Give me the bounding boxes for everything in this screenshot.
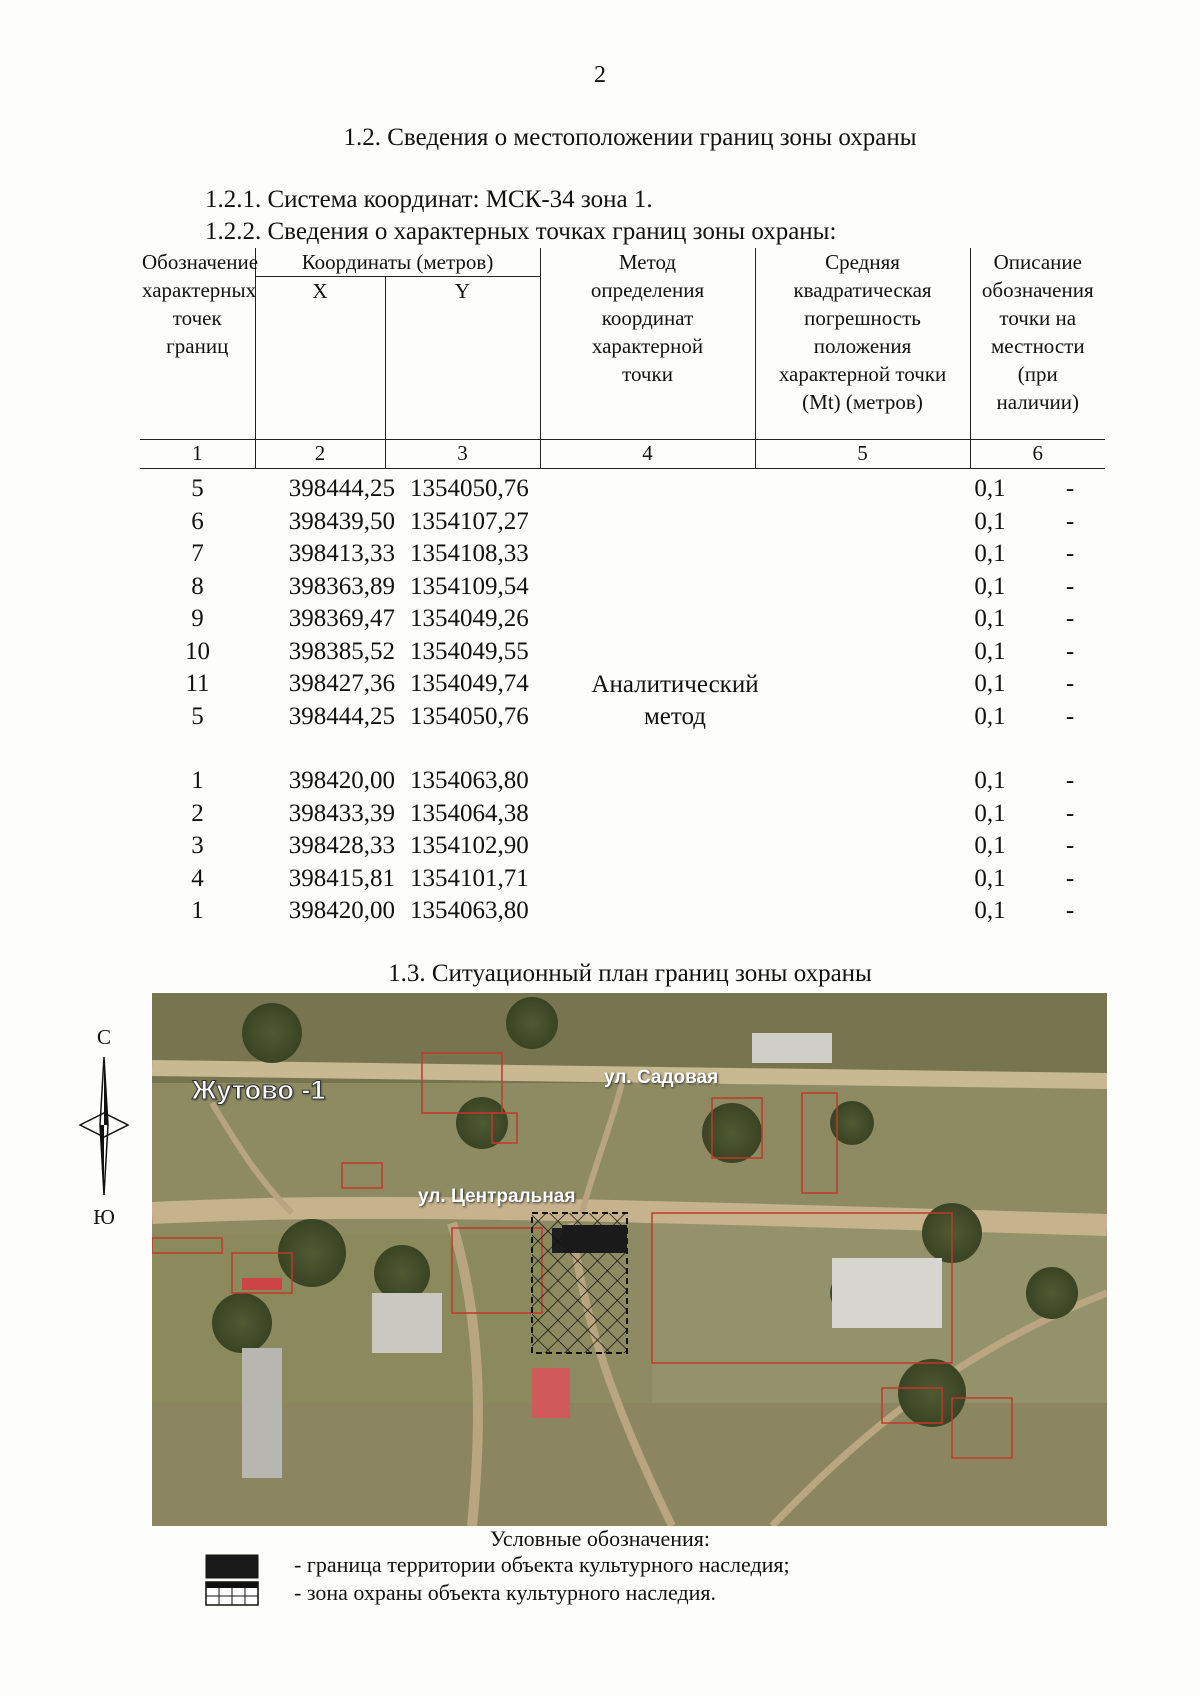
header-coordinates: Координаты (метров) — [255, 248, 540, 277]
description-cell: - — [1065, 605, 1075, 632]
description-cell: - — [1065, 572, 1075, 600]
situational-plan-map — [152, 993, 1107, 1526]
col-number: 2 — [255, 440, 385, 469]
compass-south-label: Ю — [93, 1205, 115, 1229]
x-coordinate-cell: 398420,00 — [288, 897, 395, 924]
village-label: Жутово -1 — [192, 1075, 326, 1105]
description-cell: - — [1065, 475, 1075, 502]
x-coordinate-cell: 398444,25 — [288, 475, 395, 502]
table-row — [140, 798, 1105, 831]
description-cell: - — [1065, 864, 1075, 892]
table-row — [140, 863, 1105, 896]
header-point-designation: Обозначение характерных точек границ — [142, 250, 259, 358]
x-coordinate-cell: 398385,52 — [288, 637, 395, 665]
header-x: X — [255, 277, 385, 440]
point-number-cell: 7 — [191, 540, 204, 567]
col-number: 1 — [140, 440, 255, 469]
error-cell: 0,1 — [974, 864, 1006, 892]
point-number-cell: 2 — [191, 799, 204, 827]
error-cell: 0,1 — [974, 507, 1006, 535]
description-cell: - — [1065, 670, 1075, 697]
page-number: 2 — [594, 62, 606, 88]
col-number: 6 — [970, 440, 1105, 469]
table-row — [140, 636, 1105, 669]
table-row — [140, 765, 1105, 798]
table-row — [140, 538, 1105, 571]
error-cell: 0,1 — [974, 832, 1006, 859]
error-cell: 0,1 — [974, 572, 1006, 600]
table-row — [140, 895, 1105, 928]
hatched-grid-rect-icon — [205, 1581, 259, 1606]
x-coordinate-cell: 398363,89 — [288, 572, 395, 600]
y-coordinate-cell: 1354064,38 — [410, 799, 529, 827]
method-value: Аналитический метод — [591, 671, 759, 730]
table-row — [140, 571, 1105, 604]
description-cell: - — [1065, 897, 1075, 924]
x-coordinate-cell: 398427,36 — [288, 670, 395, 697]
north-arrow-compass — [78, 1025, 130, 1229]
y-coordinate-cell: 1354063,80 — [410, 767, 529, 794]
street-label-centralnaya: ул. Центральная — [418, 1186, 576, 1207]
table-row — [140, 473, 1105, 506]
y-coordinate-cell: 1354049,74 — [410, 670, 529, 697]
x-coordinate-cell: 398444,25 — [288, 702, 395, 730]
header-error: Средняя квадратическая погрешность положения характерной точки (Mt) (метров) — [755, 248, 970, 440]
street-label-sadovaya: ул. Садовая — [604, 1067, 719, 1088]
error-cell: 0,1 — [974, 475, 1006, 502]
description-cell: - — [1065, 832, 1075, 859]
error-cell: 0,1 — [974, 767, 1006, 794]
y-coordinate-cell: 1354107,27 — [410, 507, 529, 535]
y-coordinate-cell: 1354108,33 — [410, 540, 529, 567]
compass-arrow-icon — [78, 1025, 130, 1225]
error-cell: 0,1 — [974, 670, 1006, 697]
description-cell: - — [1065, 799, 1075, 827]
x-coordinate-cell: 398439,50 — [288, 507, 395, 535]
x-coordinate-cell: 398428,33 — [288, 832, 395, 859]
point-number-cell: 6 — [191, 507, 204, 535]
y-coordinate-cell: 1354050,76 — [410, 475, 529, 502]
y-coordinate-cell: 1354102,90 — [410, 832, 529, 859]
y-coordinate-cell: 1354050,76 — [410, 702, 529, 730]
y-coordinate-cell: 1354109,54 — [410, 572, 529, 600]
header-description: Описание обозначения точки на местности (при наличии) — [970, 248, 1105, 440]
legend-item-protection-zone: - зона охраны объекта культурного наследия. — [294, 1580, 717, 1605]
error-cell: 0,1 — [974, 799, 1006, 827]
point-number-cell: 5 — [191, 475, 204, 502]
point-number-cell: 8 — [191, 572, 204, 600]
y-coordinate-cell: 1354101,71 — [410, 864, 529, 892]
x-coordinate-cell: 398413,33 — [288, 540, 395, 567]
section-heading-1-2-1: 1.2.1. Система координат: МСК-34 зона 1. — [205, 186, 653, 213]
solid-black-rect-icon — [205, 1554, 259, 1579]
point-number-cell: 4 — [191, 864, 204, 892]
legend-title: Условные обозначения: — [490, 1526, 711, 1551]
header-y: Y — [385, 277, 540, 440]
point-number-cell: 5 — [191, 702, 204, 730]
x-coordinate-cell: 398433,39 — [288, 799, 395, 827]
description-cell: - — [1065, 507, 1075, 535]
section-heading-1-2: 1.2. Сведения о местоположении границ зоны охраны — [343, 124, 917, 151]
section-heading-1-3: 1.3. Ситуационный план границ зоны охраны — [388, 960, 872, 987]
point-number-cell: 1 — [191, 767, 204, 794]
point-number-cell: 10 — [185, 637, 210, 665]
y-coordinate-cell: 1354049,26 — [410, 605, 529, 632]
compass-north-label: С — [96, 1025, 111, 1049]
y-coordinate-cell: 1354049,55 — [410, 637, 529, 665]
table-row — [140, 506, 1105, 539]
legend-item-object-boundary: - граница территории объекта культурного наследия; — [294, 1552, 790, 1577]
x-coordinate-cell: 398369,47 — [288, 605, 395, 632]
point-number-cell: 1 — [191, 897, 204, 924]
description-cell: - — [1065, 767, 1075, 794]
header-method: Метод определения координат характерной точки — [540, 248, 755, 440]
x-coordinate-cell: 398415,81 — [288, 864, 395, 892]
col-number: 5 — [755, 440, 970, 469]
x-coordinate-cell: 398420,00 — [288, 767, 395, 794]
error-cell: 0,1 — [974, 540, 1006, 567]
description-cell: - — [1065, 540, 1075, 567]
point-number-cell: 3 — [191, 832, 204, 859]
error-cell: 0,1 — [974, 605, 1006, 632]
section-heading-1-2-2: 1.2.2. Сведения о характерных точках границ зоны охраны: — [205, 218, 837, 245]
description-cell: - — [1065, 702, 1075, 730]
col-number: 3 — [385, 440, 540, 469]
point-number-cell: 9 — [191, 605, 204, 632]
table-row — [140, 603, 1105, 636]
col-number: 4 — [540, 440, 755, 469]
error-cell: 0,1 — [974, 702, 1006, 730]
error-cell: 0,1 — [974, 637, 1006, 665]
y-coordinate-cell: 1354063,80 — [410, 897, 529, 924]
coordinates-table-header — [140, 248, 1105, 469]
description-cell: - — [1065, 637, 1075, 665]
point-number-cell: 11 — [185, 670, 210, 697]
error-cell: 0,1 — [974, 897, 1006, 924]
table-row — [140, 830, 1105, 863]
